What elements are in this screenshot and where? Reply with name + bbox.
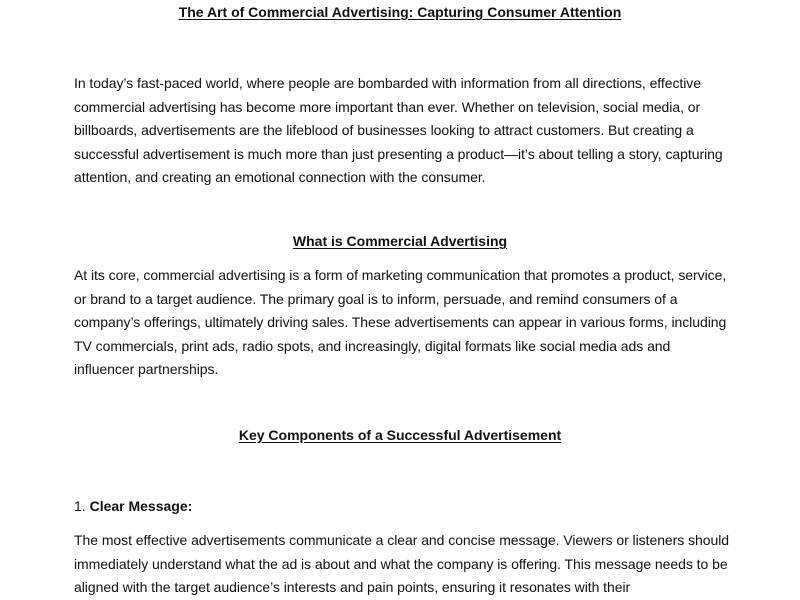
section-heading-what-is bbox=[0, 232, 800, 250]
item-title: Clear Message: bbox=[89, 498, 193, 514]
what-is-paragraph: At its core, commercial advertising is a form of marketing communication that promotes a product, service, or brand to a target audience. The primary goal is to inform, persuade, and remind consumers of a company’s offerings, ultimately driving sales. These advertisements can appear in various forms, including TV commercials, print ads, radio spots, and increasingly, digital formats like social media ads and influencer partnerships. bbox=[74, 267, 727, 377]
clear-message-paragraph: The most effective advertisements communicate a clear and concise message. Viewers or listeners should immediately understand what the ad is about and what the company is offering. This message needs to be aligned with the target audience’s interests and pain points, ensuring it resonates with their bbox=[74, 532, 730, 595]
section-heading-key-components-text: Key Components of a Successful Advertisement bbox=[238, 427, 562, 443]
section-heading-key-components bbox=[0, 426, 800, 444]
document-title bbox=[0, 3, 800, 21]
section-heading-what-is-text: What is Commercial Advertising bbox=[292, 233, 508, 249]
document-title-text: The Art of Commercial Advertising: Capturing Consumer Attention bbox=[178, 4, 622, 20]
intro-paragraph: In today’s fast-paced world, where people are bombarded with information from all directions, effective commercial advertising has become more important than ever. Whether on television, social media, or billboards, advertisements are the lifeblood of businesses looking to attract customers. But creating a successful advertisement is much more than just presenting a product—it’s about telling a story, capturing attention, and creating an emotional connection with the consumer. bbox=[74, 75, 723, 185]
item-heading-clear-message bbox=[74, 497, 192, 515]
item-number: 1. bbox=[74, 498, 86, 514]
